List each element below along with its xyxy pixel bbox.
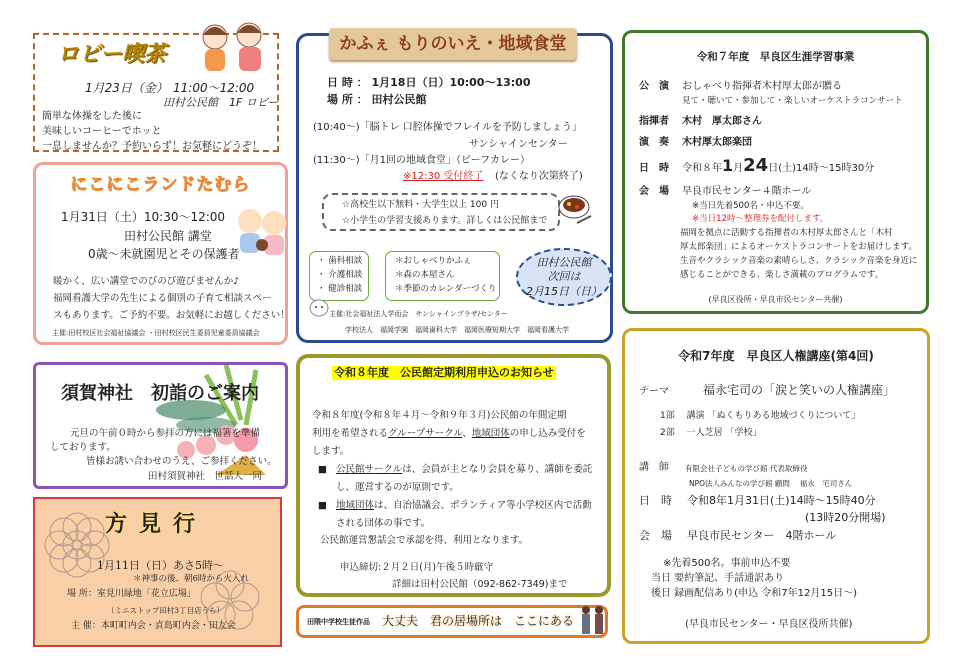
part-1: 1部 講演 「ぬくもりある地域づくりについて」	[660, 411, 861, 421]
part-2: 2部 一人芝居 「学校」	[660, 428, 762, 438]
hougyou-panel	[33, 497, 282, 647]
group-circle-term: グループサークル	[388, 428, 463, 439]
lecturer-line-1: 有限会社子どもの学び館 代表取締役	[685, 464, 808, 473]
human-rights-sponsor: (早良市民センター・早良区役所共催)	[685, 619, 853, 630]
cafe-title: かふぇ もりのいえ・地域食堂	[339, 34, 567, 54]
nikoniko-desc-line: スもあります。ご予約不要。お気軽にお越しください！	[53, 310, 290, 321]
cafe-schedule-1: (10:40〜)「脳トレ 口腔体操でフレイルを予防しましょう」	[313, 122, 582, 133]
student-work-banner	[296, 605, 608, 638]
notice-text: の申し込み受付を	[509, 428, 586, 439]
cafe-schedule-2: (11:30〜)「月1回の地域食堂」（ビーフカレー）	[313, 155, 530, 166]
date-month-unit: 月	[733, 163, 744, 174]
cafe-deadline: ※12:30 受付終了	[403, 171, 484, 182]
suga-shrine-line: しております。	[50, 442, 116, 453]
bullet-square-icon: ■	[318, 464, 327, 475]
human-rights-lecture-panel	[622, 328, 930, 644]
lobby-cafe-title: ロビー喫茶	[57, 42, 167, 67]
two-women-illustration-icon	[193, 15, 273, 73]
notice-intro-line: します。	[312, 446, 350, 457]
hougyou-place-note: （ミニストップ田村3丁目店うら）	[107, 606, 225, 615]
consultation-item: ・ 健診相談	[317, 284, 363, 294]
lobby-cafe-desc-line: 簡単な体操をした後に	[42, 111, 142, 122]
next-session-badge	[516, 248, 612, 306]
date-month: 1	[722, 156, 734, 175]
cafe-morinoie-panel	[296, 33, 613, 343]
orchestra-band: 木村厚太郎楽団	[682, 137, 752, 148]
nikoniko-title: にこにこランドたむら	[70, 175, 251, 195]
activity-item: ＊森の本屋さん	[395, 270, 455, 280]
orchestra-sponsor: (早良区役所・早良市民センター共催)	[708, 295, 843, 304]
lecture-note: ※先着500名。事前申込不要	[663, 558, 791, 569]
orchestra-venue: 早良市民センター４階ホール	[682, 186, 812, 197]
hougyou-organizer: 主 催：本町町内会・貞島町内会・田友会	[71, 621, 236, 631]
orchestra-desc-line: 福岡を拠点に活動する指揮者の木村厚太郎さんと「木村	[680, 228, 893, 238]
cafe-price: ☆高校生以下無料・大学生以上 100 円	[342, 200, 499, 210]
kominkan-notice-panel	[296, 354, 611, 597]
suga-shrine-line: 元旦の午前０時から参拝の方には福箸を準備	[70, 428, 261, 439]
suga-shrine-title: 須賀神社 初詣のご案内	[61, 383, 259, 404]
lecture-day-of: 当日 要約筆記、手話通訳あり	[651, 573, 785, 584]
notice-bullet-1	[336, 464, 592, 476]
orchestra-label-performance: 公 演	[639, 81, 669, 92]
next-session-line: 田村公民館	[536, 256, 592, 269]
lobby-cafe-time: 11:00〜12:00	[173, 81, 255, 95]
kominkan-circle-term: 公民館サークル	[336, 464, 403, 475]
orchestra-label-date: 日 時	[639, 163, 669, 174]
theme-title: 福永宅司の「涙と笑いの人権講座」	[703, 383, 896, 397]
venue-label: 会 場	[639, 529, 672, 542]
lobby-cafe-desc-line: 一息しませんか？予約いらず！お気軽にどうぞ！	[42, 141, 262, 152]
lobby-cafe-date: 1月23日（金）	[85, 81, 168, 95]
notice-title: 令和８年度 公民館定期利用申込のお知らせ	[334, 366, 554, 379]
orchestra-label-band: 演 奏	[639, 137, 669, 148]
orchestra-conductor: 木村 厚太郎さん	[682, 116, 762, 127]
cafe-deadline-note: (なくなり次第終了)	[495, 171, 583, 182]
cafe-organizer-2: 学校法人 福岡学園 福岡歯科大学 福岡医療短期大学 福岡看護大学	[345, 326, 569, 334]
bullet-square-icon: ■	[318, 500, 327, 511]
orchestra-label-venue: 会 場	[639, 186, 669, 197]
hougyou-place: 場 所：室見川緑地「花立広場」	[67, 589, 196, 599]
community-group-term: 地域団体	[336, 500, 375, 511]
orchestra-desc-line: 厚太郎楽団」によるオーケストラコンサートをお届けします。	[680, 242, 917, 252]
lecturer-line-2: NPO法人みんなの学び館 顧問 福永 宅司さん	[689, 479, 853, 488]
hougyou-title: 方見行	[105, 511, 208, 537]
nikoniko-place: 田村公民館 講堂	[124, 229, 212, 243]
date-label: 日 時	[639, 494, 672, 507]
notice-deadline: 申込締切:２月２日(月)午後５時厳守	[340, 562, 494, 573]
cafe-title-banner	[329, 28, 577, 60]
orchestra-date	[682, 155, 874, 180]
nikoniko-target: 0歳〜未就園児とその保護者	[88, 247, 240, 261]
nikoniko-land-panel	[33, 162, 288, 345]
orchestra-performance-sub: 見て・聴いて・参加して・楽しいオーケストラコンサート	[682, 96, 903, 106]
orchestra-desc-line: 生音やクラシック音楽の素晴らしさ、クラシック音楽を身近に	[680, 256, 918, 266]
students-illustration-icon	[579, 604, 607, 640]
orchestra-title: 令和７年度 早良区生涯学習事業	[696, 51, 855, 63]
orchestra-desc-line: 感じることができる、楽しさ満載のプログラムです。	[680, 270, 884, 280]
notice-bullet-2-cont: される団体の事です。	[336, 518, 431, 529]
student-work-label: 田隈中学校生徒作品	[307, 618, 370, 626]
activity-item: ＊季節のカレンダーづくり	[395, 284, 497, 294]
nikoniko-datetime: 1月31日（土）10:30〜12:00	[61, 210, 226, 224]
next-session-date: 2月15日（日）	[526, 284, 602, 298]
cafe-datetime: 日 時 ： 1月18日（日）10:00〜13:00	[327, 76, 531, 89]
lobby-cafe-panel	[33, 33, 279, 152]
curry-plate-icon	[557, 191, 595, 231]
lecture-venue: 早良市民センター 4階ホール	[687, 529, 837, 542]
notice-text: 、	[462, 428, 472, 439]
consultation-item: ・ 介護相談	[317, 270, 363, 280]
human-rights-title: 令和7年度 早良区人権講座(第4回)	[678, 349, 874, 363]
hougyou-note: ＊神事の後、朝6時から火入れ	[133, 574, 249, 584]
student-slogan: 大丈夫 君の居場所は ここにある	[382, 614, 575, 628]
suga-shrine-line: 皆様お誘い合わせのうえ、ご参拝ください。	[86, 456, 277, 467]
notice-text: 利用を希望される	[312, 428, 389, 439]
nikoniko-desc-line: 暖かく、広い講堂でのびのび遊びませんか♪	[53, 276, 240, 287]
notice-intro-line: 令和８年度(令和８年４月〜令和９年３月)公民館の年間定期	[312, 410, 567, 421]
cafe-organizer-1: 主催:社会福祉法人学而会 サンシャインプラザ/センター	[329, 310, 508, 318]
consultation-item: ・ 歯科相談	[317, 256, 363, 266]
theme-label: テーマ	[639, 386, 669, 397]
suga-shrine-panel	[33, 362, 288, 489]
orchestra-note-2: ※当日12時〜整理券を配付します。	[692, 214, 829, 224]
next-session-line: 次回は	[547, 270, 581, 284]
orchestra-performance: おしゃべり指揮者木村厚太郎が贈る	[682, 81, 842, 92]
suga-shrine-signature: 田村須賀神社 世話人一同	[148, 471, 263, 482]
cafe-study-support: ☆小学生の学習支援あります。詳しくは公民館まで	[342, 216, 548, 226]
babies-illustration-icon	[236, 205, 288, 260]
notice-bullet-1-cont: し、運営するのが原則です。	[336, 482, 459, 493]
activity-item: ＊おしゃべりかふぇ	[395, 256, 472, 266]
community-group-term: 地域団体	[471, 428, 510, 439]
nikoniko-organizer: 主催:田村校区社会福祉協議会 ・田村校区民生委員児童委員協議会	[52, 329, 260, 337]
orchestra-concert-panel	[622, 30, 929, 314]
nikoniko-desc-line: 福岡看護大学の先生による個別の子育て相談スペー	[53, 293, 272, 304]
notice-approval: 公民館運営懇話会で承認を得、利用となります。	[320, 535, 529, 546]
notice-text: は、会員が主となり会員を募り、講師を委託	[402, 464, 593, 475]
notice-contact: 詳細は田村公民館（092-862-7349)まで	[392, 579, 568, 590]
orchestra-note-1: ※当日先着500名・申込不要。	[692, 201, 809, 211]
cafe-place: 場 所 ： 田村公民館	[327, 93, 427, 106]
date-day: 24	[743, 155, 769, 176]
lobby-cafe-place: 田村公民館 1F ロビー	[163, 96, 279, 109]
cafe-schedule-1-by: サンシャインセンター	[469, 139, 568, 150]
notice-intro-line	[312, 428, 586, 440]
date-era: 令和８年	[682, 163, 722, 174]
lecture-date: 令和8年1月31日(土)14時〜15時40分	[687, 494, 876, 507]
lecture-later: 後日 録画配信あり(申込 令和7年12月15日〜)	[651, 588, 857, 599]
lobby-cafe-desc-line: 美味しいコーヒーでホッと	[42, 126, 162, 137]
lecture-open-time: (13時20分開場)	[805, 511, 886, 524]
lecturer-label: 講 師	[639, 462, 669, 473]
date-time: 日(土)14時〜15時30分	[768, 163, 875, 174]
hougyou-date: 1月11日（日）あさ5時〜	[97, 559, 224, 572]
notice-text: は、自治協議会、ボランティア等小学校区内で活動	[374, 500, 592, 511]
orchestra-label-conductor: 指揮者	[639, 116, 669, 127]
notice-bullet-2	[336, 500, 592, 512]
